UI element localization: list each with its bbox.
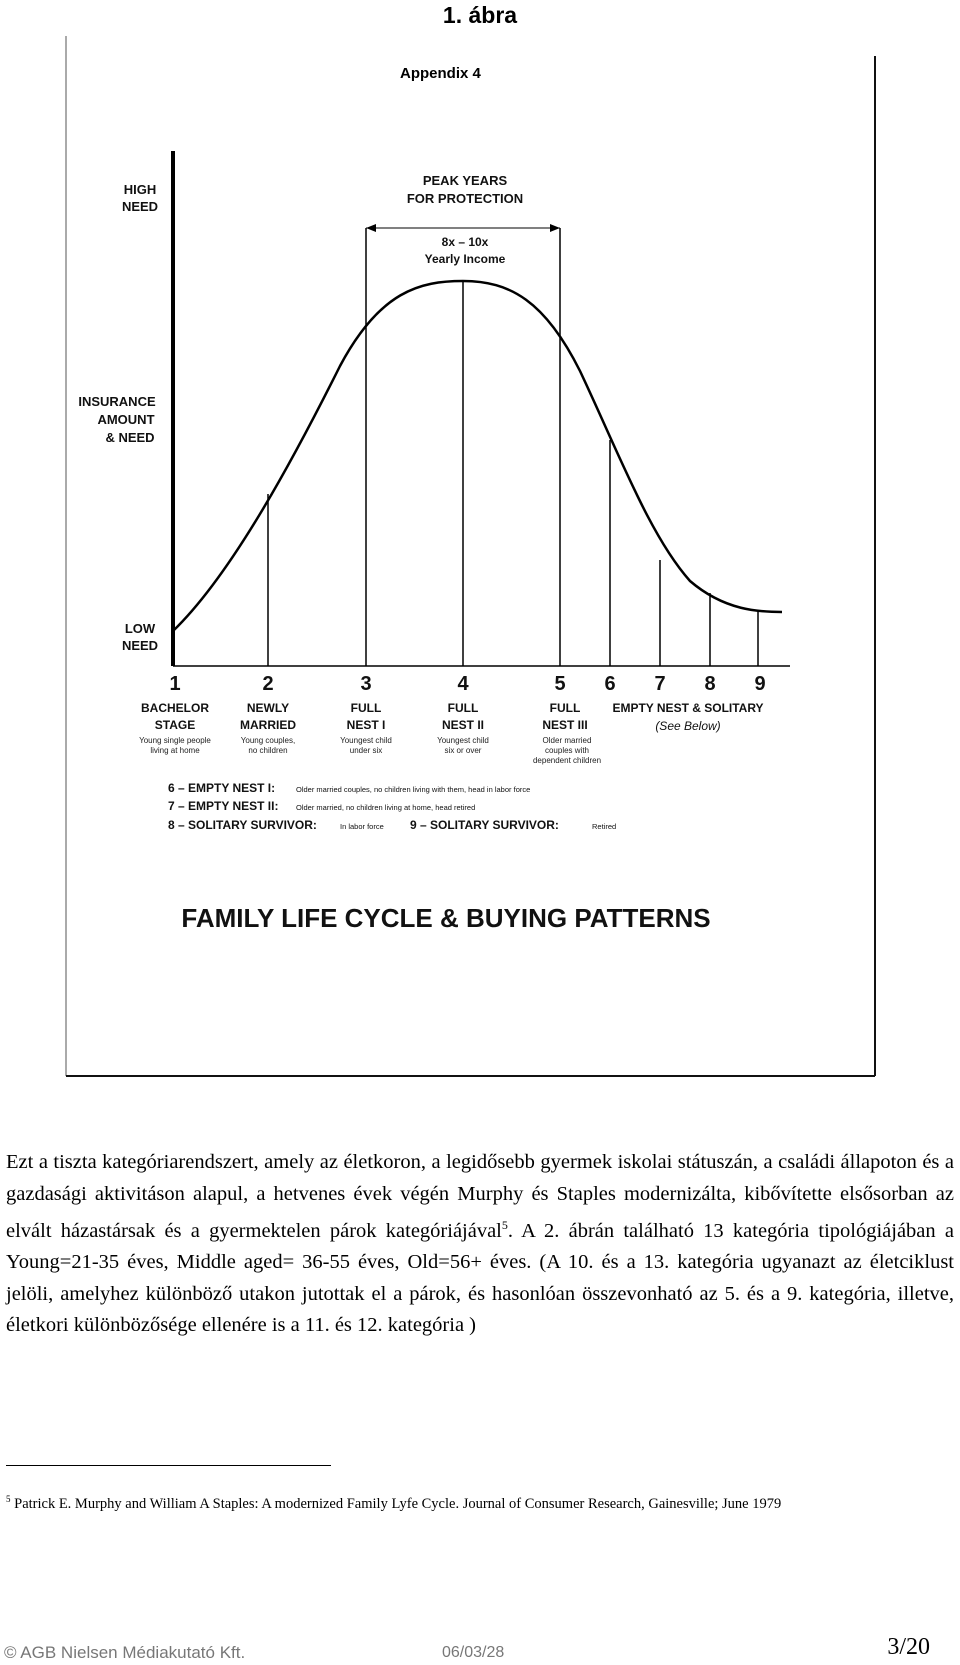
stage-5-name-a: FULL: [549, 701, 581, 715]
need-curve: [173, 281, 782, 631]
stage-2-desc-a: Young couples,: [240, 736, 296, 745]
stage-5-desc-c: dependent children: [532, 756, 602, 765]
body-text-part2: . A 2. ábrán található 13 kategória tipológiájában a Young=21-35 éves, Middle aged= 36-55 éves, Old=56+ éves. (A 10. és a 13. kategória ugyanazt az életciklust jelöli, amelyhez különböző utakon jutottak el a párok, és hasonlóan összevonható az 5. és a 9. kategória, illetve, életkori különbözősége ellenére is a 11. és 12. kategória ): [6, 1219, 954, 1337]
figure-caption: FAMILY LIFE CYCLE & BUYING PATTERNS: [181, 903, 711, 933]
see-below-label: (See Below): [655, 719, 721, 733]
stage-number-8: 8: [704, 673, 716, 695]
stage-3-name-a: FULL: [350, 701, 382, 715]
body-paragraph: [6, 1147, 954, 1342]
footnote: [6, 1488, 954, 1515]
y-high-line1: HIGH: [123, 182, 157, 197]
legend-6-desc: Older married couples, no children living with them, head in labor force: [296, 785, 531, 794]
y-mid-line1: INSURANCE: [78, 394, 156, 409]
stage-1-name-b: STAGE: [154, 718, 196, 732]
legend-9-key: 9 – SOLITARY SURVIVOR:: [410, 818, 559, 832]
stage-5-name-b: NEST III: [542, 718, 588, 732]
stage-1-name-a: BACHELOR: [141, 701, 209, 715]
stage-2-desc-b: no children: [248, 746, 288, 755]
income-line1: 8x – 10x: [441, 235, 489, 249]
y-high-line2: NEED: [121, 199, 159, 214]
stage-number-7: 7: [654, 673, 666, 695]
income-line2: Yearly Income: [424, 252, 506, 266]
peak-line1: PEAK YEARS: [422, 173, 508, 188]
stage-2-name-b: MARRIED: [240, 718, 296, 732]
legend-8-key: 8 – SOLITARY SURVIVOR:: [168, 818, 317, 832]
stage-5-desc-b: couples with: [544, 746, 590, 755]
stage-number-5: 5: [554, 673, 566, 695]
footer-date: 06/03/28: [442, 1644, 505, 1661]
stage-3-desc-a: Youngest child: [340, 736, 392, 745]
stage-3-desc-b: under six: [349, 746, 383, 755]
legend-7-desc: Older married, no children living at home, head retired: [296, 803, 476, 812]
stage-4-name-b: NEST II: [441, 718, 485, 732]
stage-4-desc-a: Youngest child: [437, 736, 489, 745]
y-mid-line2: AMOUNT: [97, 412, 155, 427]
footnote-number: 5: [6, 1494, 11, 1504]
stage-2-name-a: NEWLY: [246, 701, 290, 715]
legend-8-desc: In labor force: [340, 822, 384, 831]
legend-9-desc: Retired: [592, 822, 617, 831]
footer-org: © AGB Nielsen Médiakutató Kft.: [4, 1643, 246, 1662]
arrow-left-icon: [366, 224, 376, 232]
figure-title: 1. ábra: [442, 2, 518, 28]
page-number: 3/20: [887, 1634, 930, 1660]
stage-5-desc-a: Older married: [542, 736, 592, 745]
scanned-figure: [0, 36, 960, 1086]
legend-7-key: 7 – EMPTY NEST II:: [168, 799, 279, 813]
y-mid-line3: & NEED: [105, 430, 155, 445]
appendix-label: Appendix 4: [400, 65, 481, 82]
life-cycle-chart: [0, 36, 960, 1086]
stage-1-desc-a: Young single people: [139, 736, 211, 745]
stage-number-4: 4: [457, 673, 469, 695]
y-low-line2: NEED: [121, 638, 159, 653]
stage-4-desc-b: six or over: [444, 746, 482, 755]
stage-4-name-a: FULL: [447, 701, 479, 715]
footnote-text: Patrick E. Murphy and William A Staples: A modernized Family Lyfe Cycle. Journal of Consumer Research, Gainesville; June 1979: [14, 1495, 782, 1512]
stage-3-name-b: NEST I: [346, 718, 386, 732]
peak-line2: FOR PROTECTION: [406, 191, 524, 206]
footnote-separator: [6, 1465, 331, 1466]
body-text-part1: Ezt a tiszta kategóriarendszert, amely az életkoron, a legidősebb gyermek iskolai státuszán, a családi állapoton és a gazdasági aktivitáson alapul, a hetvenes évek végén Murphy és Staples modernizálta, kibővítette elsősorban az elvált házastársak és a gyermektelen párok kategóriájával: [6, 1151, 954, 1242]
stage-number-3: 3: [360, 673, 372, 695]
stage-number-6: 6: [604, 673, 616, 695]
stage-number-9: 9: [754, 673, 766, 695]
legend-6-key: 6 – EMPTY NEST I:: [168, 781, 276, 795]
y-low-line1: LOW: [124, 621, 156, 636]
page-footer: [0, 1630, 960, 1664]
stage-number-2: 2: [262, 673, 274, 695]
empty-nest-label: EMPTY NEST & SOLITARY: [612, 701, 764, 715]
stage-number-1: 1: [169, 673, 181, 695]
arrow-right-icon: [550, 224, 560, 232]
footnote-ref[interactable]: 5: [501, 1218, 508, 1232]
stage-1-desc-b: living at home: [150, 746, 200, 755]
